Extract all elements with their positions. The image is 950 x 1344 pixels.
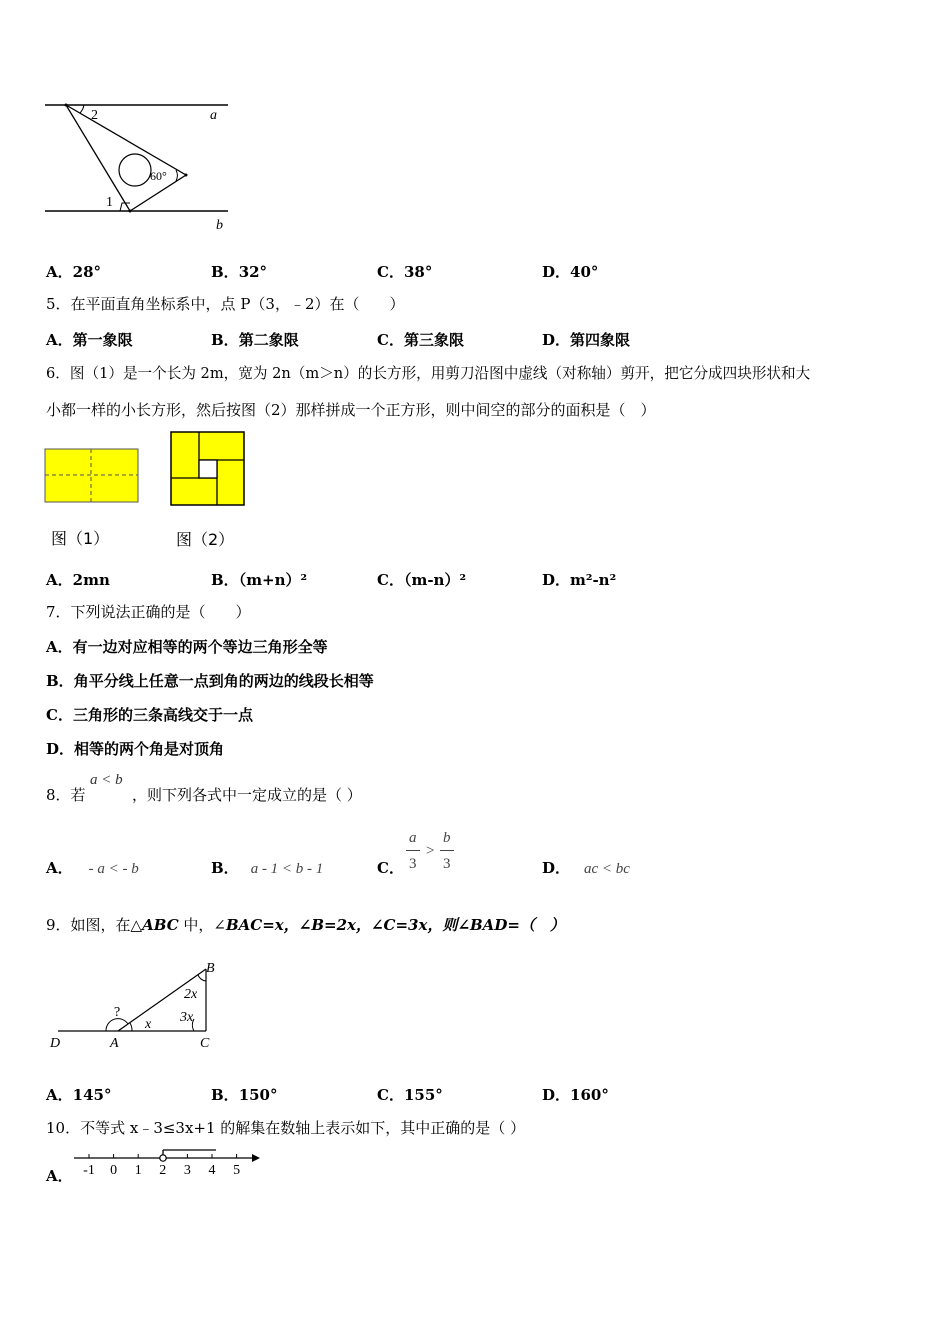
- q6-figure-1: [44, 448, 140, 504]
- q9-label-c: C: [200, 1036, 210, 1051]
- q9-label-2x: 2x: [184, 987, 198, 1002]
- q6-stem-line2: 小都一样的小长方形，然后按图（2）那样拼成一个正方形，则中间空的部分的面积是（ ）: [46, 401, 656, 419]
- q9-label-3x: 3x: [180, 1010, 194, 1025]
- q9-label-x: x: [145, 1017, 152, 1032]
- q9-option-a[interactable]: A．145°: [46, 1086, 112, 1104]
- q8-stem-prefix: 8．若: [46, 786, 86, 804]
- q4-label-b: b: [216, 218, 223, 233]
- q9-label-q: ?: [114, 1005, 121, 1020]
- q6-option-d[interactable]: D．m²-n²: [542, 571, 617, 589]
- q4-label-60: 60°: [150, 169, 167, 183]
- q4-label-1: 1: [106, 195, 113, 210]
- q4-label-2: 2: [91, 108, 98, 123]
- q8-option-a[interactable]: A． - a < - b: [46, 859, 139, 877]
- q10-tick-label: 1: [134, 1163, 142, 1178]
- q6-option-a[interactable]: A．2mn: [46, 571, 110, 589]
- q7-stem: 7．下列说法正确的是（ ）: [46, 603, 251, 621]
- q6-option-b[interactable]: B．（m+n）²: [211, 571, 308, 589]
- q10-tick-label: 3: [183, 1163, 191, 1178]
- q8-option-b[interactable]: B． a - 1 < b - 1: [211, 859, 324, 877]
- q6-option-c[interactable]: C．（m-n）²: [377, 571, 467, 589]
- q4-option-c[interactable]: C．38°: [377, 263, 433, 281]
- q7-option-a[interactable]: A．有一边对应相等的两个等边三角形全等: [46, 638, 328, 656]
- q9-label-d: D: [50, 1036, 61, 1051]
- q10-option-a[interactable]: A．: [46, 1167, 73, 1185]
- q4-option-d[interactable]: D．40°: [542, 263, 599, 281]
- q5-option-a[interactable]: A．第一象限: [46, 331, 133, 349]
- q9-label-b: B: [206, 961, 215, 976]
- q5-stem: 5．在平面直角坐标系中，点 P（3，﹣2）在（ ）: [46, 295, 405, 313]
- q9-stem: 9．如图，在△ABC 中，∠BAC=x，∠B=2x，∠C=3x，则∠BAD=（ ）: [46, 916, 565, 934]
- q10-tick-label: -1: [83, 1163, 95, 1178]
- q9-option-b[interactable]: B．150°: [211, 1086, 278, 1104]
- q4-option-b[interactable]: B．32°: [211, 263, 268, 281]
- q8-stem-suffix: ，则下列各式中一定成立的是（ ）: [132, 786, 362, 804]
- q4-figure: [40, 95, 240, 235]
- q8-stem-math: a < b: [90, 772, 123, 788]
- q9-label-a: A: [110, 1036, 119, 1051]
- q7-option-c[interactable]: C．三角形的三条高线交于一点: [46, 706, 253, 724]
- q5-option-d[interactable]: D．第四象限: [542, 331, 631, 349]
- q10-tick-label: 5: [233, 1163, 241, 1178]
- q9-option-d[interactable]: D．160°: [542, 1086, 609, 1104]
- q10-stem: 10．不等式 x﹣3≤3x+1 的解集在数轴上表示如下，其中正确的是（ ）: [46, 1119, 526, 1137]
- q4-option-a[interactable]: A．28°: [46, 263, 102, 281]
- q4-label-a: a: [210, 108, 217, 123]
- q10-tick-label: 4: [208, 1163, 216, 1178]
- q6-figure-2: [170, 431, 246, 507]
- q8-option-d[interactable]: D． ac < bc: [542, 859, 630, 877]
- q6-stem-line1: 6．图（1）是一个长为 2m，宽为 2n（m＞n）的长方形，用剪刀沿图中虚线（对称轴）剪开，把它分成四块形状和大: [46, 365, 811, 382]
- q10-tick-label: 2: [159, 1163, 167, 1178]
- q9-figure: [44, 955, 224, 1055]
- q6-caption-2: 图（2）: [176, 530, 235, 549]
- q7-option-d[interactable]: D．相等的两个角是对顶角: [46, 740, 225, 758]
- q9-option-c[interactable]: C．155°: [377, 1086, 443, 1104]
- q10-number-line: [70, 1146, 260, 1178]
- q5-option-c[interactable]: C．第三象限: [377, 331, 464, 349]
- q7-option-b[interactable]: B．角平分线上任意一点到角的两边的线段长相等: [46, 672, 374, 690]
- q6-caption-1: 图（1）: [51, 529, 110, 548]
- q5-option-b[interactable]: B．第二象限: [211, 331, 299, 349]
- q10-tick-label: 0: [110, 1163, 118, 1178]
- q8-option-c[interactable]: C．: [377, 859, 404, 877]
